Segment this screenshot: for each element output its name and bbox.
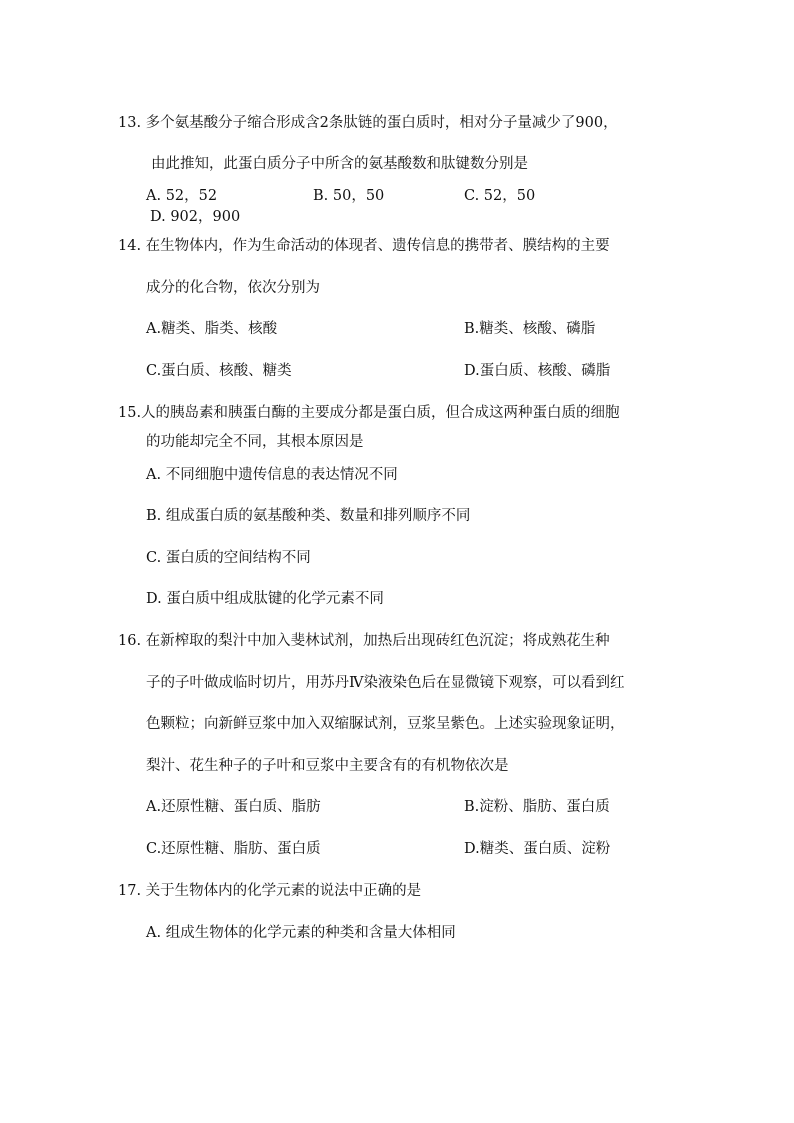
question-13-number: 13.: [118, 115, 142, 131]
question-16-option-b: B.淀粉、脂肪、蛋白质: [464, 799, 610, 815]
question-14-line-1: [118, 236, 610, 256]
question-16-option-c: C.还原性糖、脂肪、蛋白质: [146, 841, 321, 857]
question-17-stem: 关于生物体内的化学元素的说法中正确的是: [145, 883, 422, 899]
question-17-number: 17.: [118, 883, 142, 899]
question-14-number: 14.: [118, 238, 142, 254]
question-15-line-1: [118, 403, 620, 423]
question-16-stem-line-4: 梨汁、花生种子的子叶和豆浆中主要含有的有机物依次是: [146, 758, 509, 774]
question-13-stem-line-2: 由此推知，此蛋白质分子中所含的氨基酸数和肽键数分别是: [151, 156, 528, 172]
question-16-option-a: A.还原性糖、蛋白质、脂肪: [146, 799, 321, 815]
question-16-option-d: D.糖类、蛋白质、淀粉: [464, 841, 611, 857]
question-16-number: 16.: [118, 633, 142, 649]
question-14-stem: 在生物体内，作为生命活动的体现者、遗传信息的携带者、膜结构的主要: [145, 238, 610, 254]
question-15-number: 15.: [118, 405, 142, 421]
question-13-option-b: B. 50，50: [313, 188, 385, 204]
question-15-option-c: C. 蛋白质的空间结构不同: [146, 550, 311, 566]
question-15-option-a: A. 不同细胞中遗传信息的表达情况不同: [146, 467, 398, 483]
question-17-line-1: [118, 881, 421, 901]
question-14-option-b: B.糖类、核酸、磷脂: [464, 321, 596, 337]
question-16-stem: 在新榨取的梨汁中加入斐林试剂，加热后出现砖红色沉淀；将成熟花生种: [145, 633, 610, 649]
question-15-stem-line-2: 的功能却完全不同，其根本原因是: [146, 434, 364, 450]
question-13-option-a: A. 52，52: [146, 188, 218, 204]
question-14-option-a: A.糖类、脂类、核酸: [146, 321, 278, 337]
question-14-option-d: D.蛋白质、核酸、磷脂: [464, 363, 611, 379]
question-17-option-a: A. 组成生物体的化学元素的种类和含量大体相同: [146, 925, 456, 941]
question-16-line-1: [118, 631, 610, 651]
question-13-line-1: [118, 113, 618, 133]
question-14-stem-line-2: 成分的化合物，依次分别为: [146, 280, 320, 296]
question-15-option-d: D. 蛋白质中组成肽键的化学元素不同: [146, 591, 384, 607]
question-15-option-b: B. 组成蛋白质的氨基酸种类、数量和排列顺序不同: [146, 508, 471, 524]
question-14-option-c: C.蛋白质、核酸、糖类: [146, 363, 292, 379]
question-15-stem: 人的胰岛素和胰蛋白酶的主要成分都是蛋白质，但合成这两种蛋白质的细胞: [141, 405, 620, 421]
question-13-option-d: D. 902，900: [150, 209, 241, 225]
question-16-stem-line-3: 色颗粒；向新鲜豆浆中加入双缩脲试剂，豆浆呈紫色。上述实验现象证明，: [146, 716, 625, 732]
question-16-stem-line-2: 子的子叶做成临时切片，用苏丹Ⅳ染液染色后在显微镜下观察，可以看到红: [146, 675, 625, 691]
question-13-stem: 多个氨基酸分子缩合形成含2条肽链的蛋白质时，相对分子量减少了900，: [145, 115, 618, 131]
question-13-option-c: C. 52，50: [464, 188, 536, 204]
